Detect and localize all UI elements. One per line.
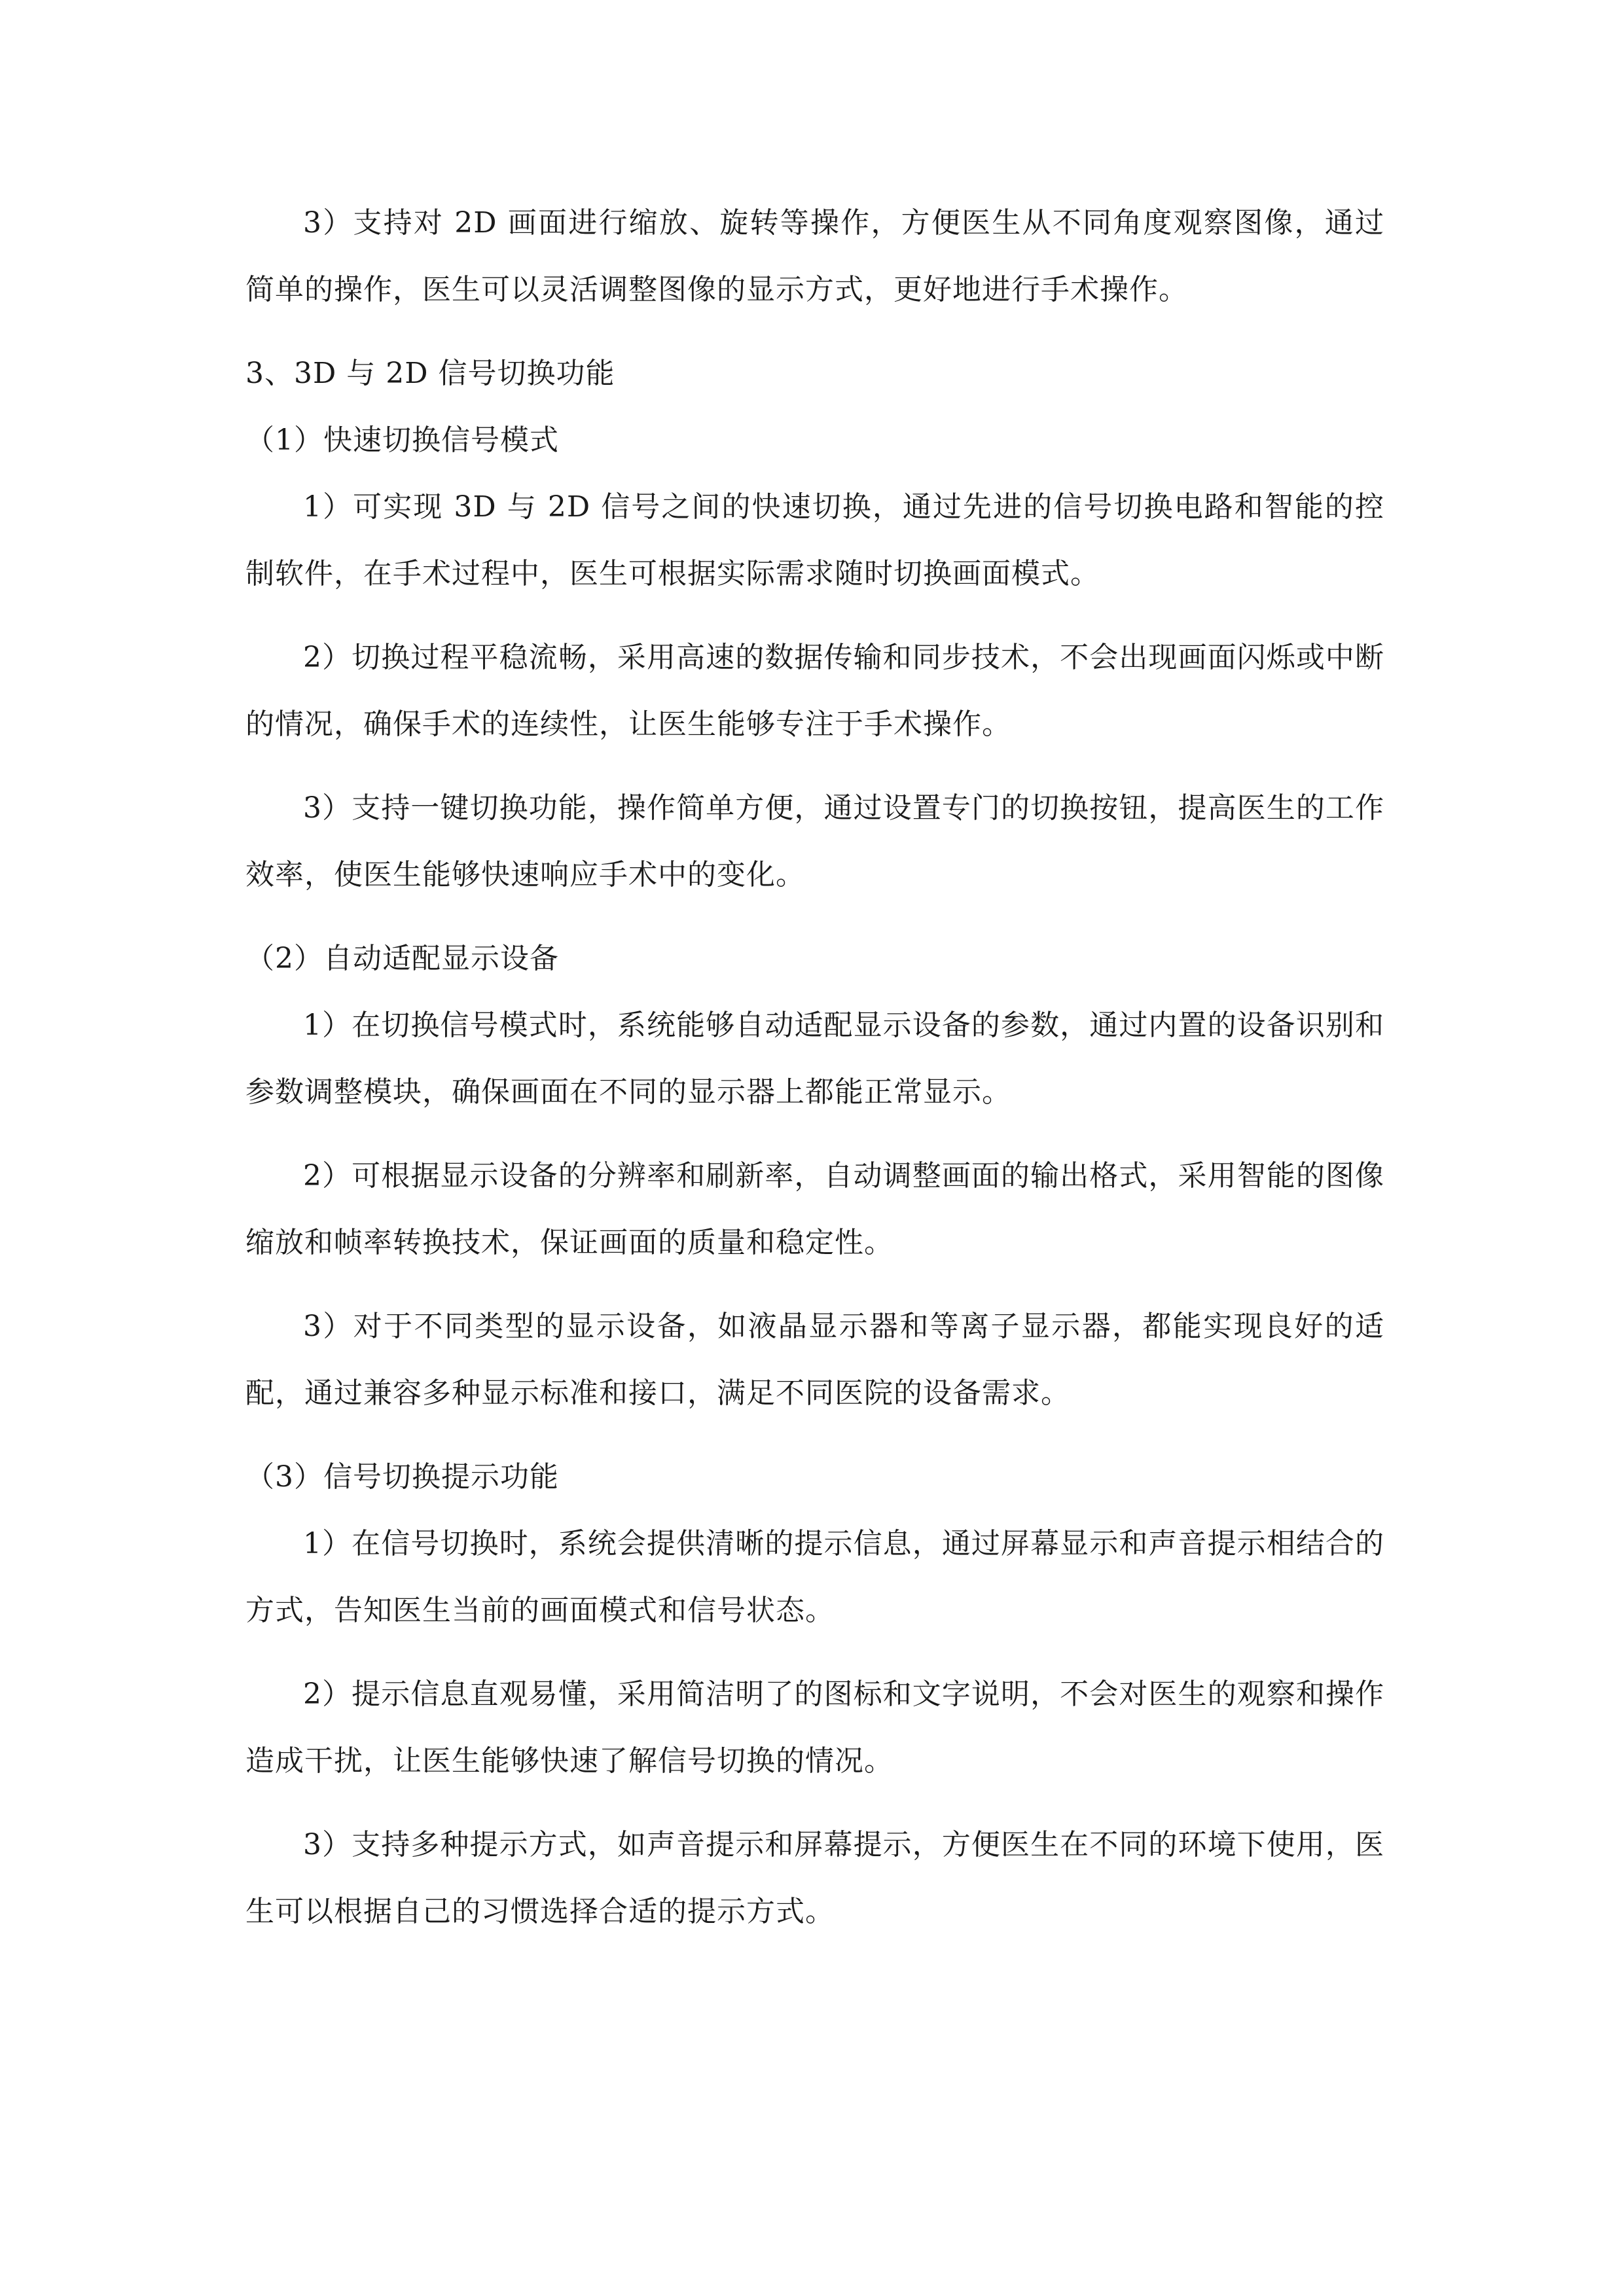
paragraph-switch-prompt-2: 2）提示信息直观易懂，采用简洁明了的图标和文字说明，不会对医生的观察和操作造成干扰，让医生能够快速了解信号切换的情况。 xyxy=(245,1677,1384,1778)
subheading-switch-prompt: （3）信号切换提示功能 xyxy=(245,1460,559,1494)
document-page xyxy=(245,190,1384,1945)
paragraph-2d-zoom-rotate: 3）支持对 2D 画面进行缩放、旋转等操作，方便医生从不同角度观察图像，通过简单的操作，医生可以灵活调整图像的显示方式，更好地进行手术操作。 xyxy=(245,206,1384,306)
subheading-fast-switch: （1）快速切换信号模式 xyxy=(245,423,559,457)
paragraph-fast-switch-1: 1）可实现 3D 与 2D 信号之间的快速切换，通过先进的信号切换电路和智能的控制软件，在手术过程中，医生可根据实际需求随时切换画面模式。 xyxy=(245,490,1384,590)
paragraph-auto-adapt-1: 1）在切换信号模式时，系统能够自动适配显示设备的参数，通过内置的设备识别和参数调整模块，确保画面在不同的显示器上都能正常显示。 xyxy=(245,1009,1384,1109)
paragraph-auto-adapt-2: 2）可根据显示设备的分辨率和刷新率，自动调整画面的输出格式，采用智能的图像缩放和帧率转换技术，保证画面的质量和稳定性。 xyxy=(245,1159,1384,1259)
paragraph-auto-adapt-3: 3）对于不同类型的显示设备，如液晶显示器和等离子显示器，都能实现良好的适配，通过兼容多种显示标准和接口，满足不同医院的设备需求。 xyxy=(245,1310,1384,1410)
paragraph-switch-prompt-3: 3）支持多种提示方式，如声音提示和屏幕提示，方便医生在不同的环境下使用，医生可以根据自己的习惯选择合适的提示方式。 xyxy=(245,1828,1384,1928)
subheading-auto-adapt: （2）自动适配显示设备 xyxy=(245,942,559,975)
paragraph-fast-switch-2: 2）切换过程平稳流畅，采用高速的数据传输和同步技术，不会出现画面闪烁或中断的情况，确保手术的连续性，让医生能够专注于手术操作。 xyxy=(245,641,1384,741)
paragraph-switch-prompt-1: 1）在信号切换时，系统会提供清晰的提示信息，通过屏幕显示和声音提示相结合的方式，告知医生当前的画面模式和信号状态。 xyxy=(245,1527,1384,1627)
section-heading-3d-2d-switch: 3、3D 与 2D 信号切换功能 xyxy=(245,357,615,390)
paragraph-fast-switch-3: 3）支持一键切换功能，操作简单方便，通过设置专门的切换按钮，提高医生的工作效率，使医生能够快速响应手术中的变化。 xyxy=(245,791,1384,891)
